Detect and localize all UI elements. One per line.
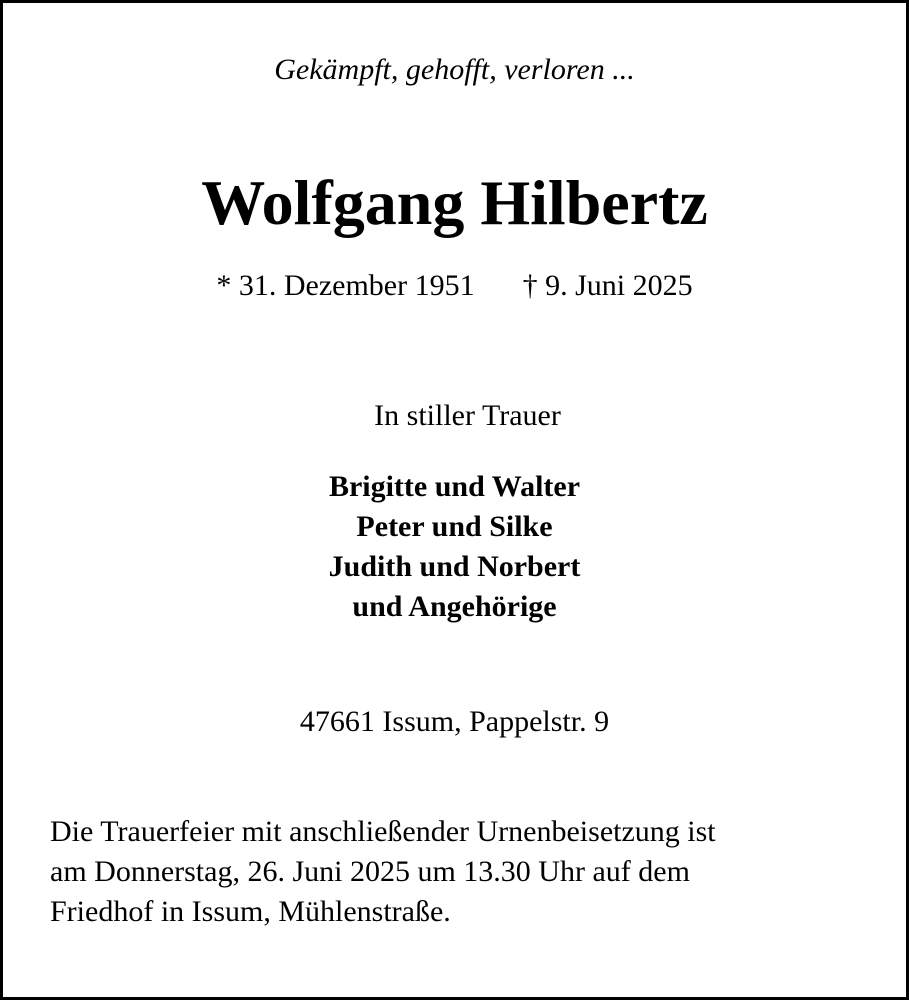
birth-date: * 31. Dezember 1951 xyxy=(216,269,475,302)
mourner-line: Peter und Silke xyxy=(356,510,553,543)
mourner-line: Judith und Norbert xyxy=(328,550,581,583)
life-dates xyxy=(0,268,909,304)
motto-line: Gekämpft, gehofft, verloren ... xyxy=(274,53,635,86)
notice-line: am Donnerstag, 26. Juni 2025 um 13.30 Uhr auf dem xyxy=(50,855,690,888)
mourning-line: In stiller Trauer xyxy=(374,399,561,432)
death-date: † 9. Juni 2025 xyxy=(522,269,693,302)
mourner-line: Brigitte und Walter xyxy=(328,470,581,503)
mourners-list xyxy=(0,467,909,627)
funeral-notice xyxy=(50,812,870,932)
family-address: 47661 Issum, Pappelstr. 9 xyxy=(299,705,610,738)
notice-line: Die Trauerfeier mit anschließender Urnenbeisetzung ist xyxy=(50,815,716,848)
notice-line: Friedhof in Issum, Mühlenstraße. xyxy=(50,895,451,928)
mourner-line: und Angehörige xyxy=(352,590,557,623)
deceased-name: Wolfgang Hilbertz xyxy=(201,167,708,238)
